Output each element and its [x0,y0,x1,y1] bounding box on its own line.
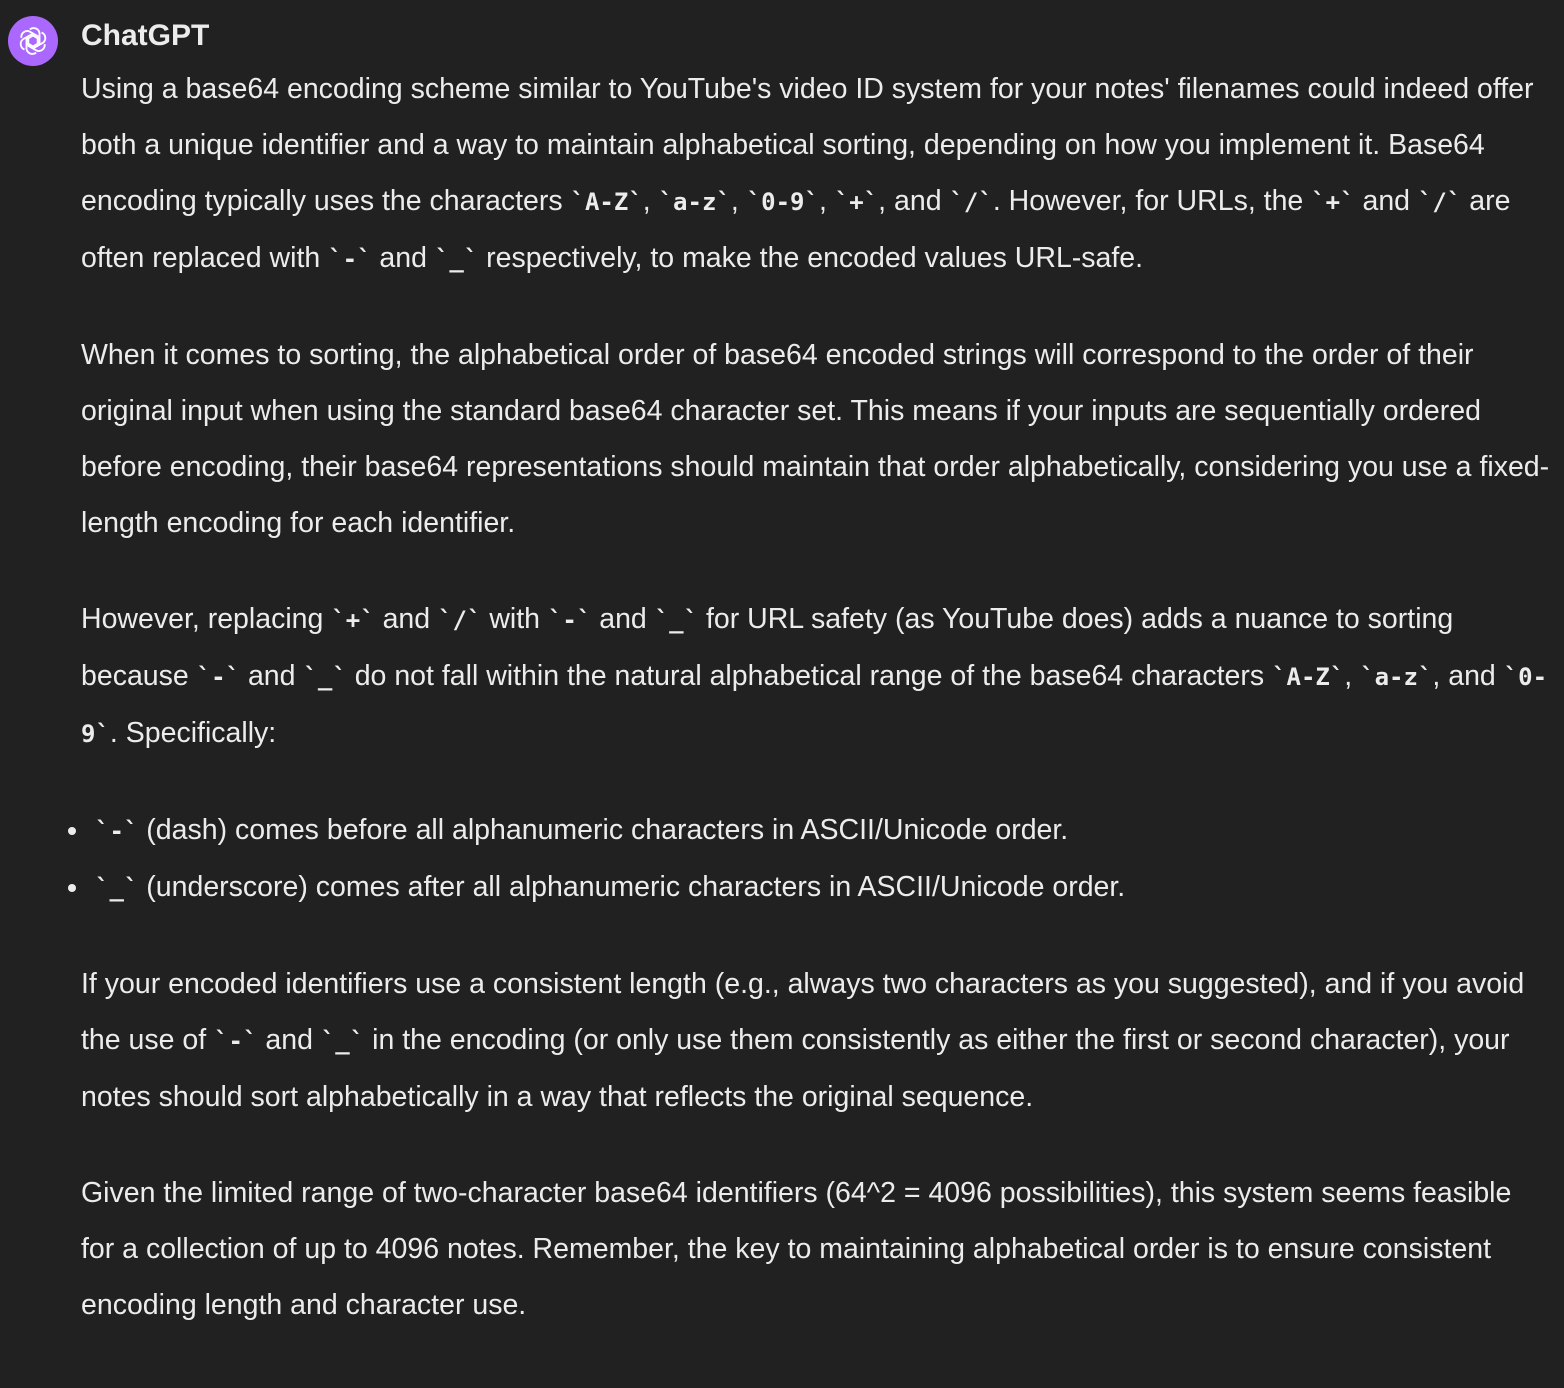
text: and [591,603,655,635]
inline-code: `-` [196,663,241,691]
avatar [8,16,58,66]
text: with [481,603,548,635]
inline-code: `_` [95,874,139,902]
author-name: ChatGPT [81,19,210,52]
inline-code: `/` [1417,188,1462,216]
list-item [81,802,1551,859]
text: , [642,185,659,217]
paragraph-5: Given the limited range of two-character base64 identifiers (64^2 = 4096 possibilities), this system seems feasible for a collection of up to 4096 notes. Remember, the key to maintaining alphabetical order is to ensure consistent encoding length and character use. [81,1177,1512,1321]
text: , [818,185,835,217]
assistant-message [81,61,1551,1373]
text: , and [1432,660,1504,692]
text: Using a base64 encoding scheme similar to YouTube's video ID system for your notes' filenames could indeed offer both a unique identifier and a way to maintain alphabetical sorting, depending on how you implement it. Base64 encoding typically uses the characters [81,73,1534,217]
inline-code: `_` [303,663,347,691]
text: If your encoded identifiers use a consistent length (e.g., always two characters as you suggested), and if you avoid the use of [81,968,1525,1056]
text: and [371,242,435,274]
inline-code: `A-Z` [1272,663,1345,691]
bullet-list [81,802,1551,916]
inline-code: `0-9` [746,188,819,216]
text: are often replaced with [81,185,1511,274]
inline-code: `a-z` [1360,663,1433,691]
inline-code: `-` [95,817,139,845]
inline-code: `_` [434,245,479,273]
inline-code: `+` [1311,188,1355,216]
text: (dash) comes before all alphanumeric characters in ASCII/Unicode order. [138,814,1069,846]
inline-code: `A-Z` [570,188,643,216]
text: for URL safety (as YouTube does) adds a nuance to sorting because [81,603,1454,692]
inline-code: `/` [438,606,482,634]
list-item [81,859,1551,916]
inline-code: `_` [654,606,699,634]
text: (underscore) comes after all alphanumeric characters in ASCII/Unicode order. [138,871,1126,903]
inline-code: `-` [547,606,592,634]
text: do not fall within the natural alphabetical range of the base64 characters [346,660,1273,692]
text: and [240,660,304,692]
inline-code: `+` [331,606,375,634]
text: , [1344,660,1361,692]
text: . Specifically: [109,717,277,749]
paragraph-1 [81,61,1551,287]
text: and [374,603,439,635]
inline-code: `/` [949,188,993,216]
text: , and [878,185,950,217]
text: , [730,185,747,217]
inline-code: `_` [320,1027,365,1055]
paragraph-2: When it comes to sorting, the alphabetical order of base64 encoded strings will correspond to the order of their original input when using the standard base64 character set. This means if your inputs are sequentially ordered before encoding, their base64 representations should maintain that order alphabetically, considering you use a fixed-length encoding for each identifier. [81,339,1550,539]
paragraph-3 [81,591,1551,762]
text: in the encoding (or only use them consistently as either the first or second character), your notes should sort alphabetically in a way that reflects the original sequence. [81,1024,1510,1113]
text: and [1354,185,1418,217]
inline-code: `a-z` [658,188,731,216]
text: and [257,1024,321,1056]
inline-code: `-` [214,1027,258,1055]
text: . However, for URLs, the [992,185,1312,217]
paragraph-4 [81,956,1551,1125]
inline-code: `0-9` [81,663,1548,748]
text: However, replacing [81,603,332,635]
openai-logo-icon [16,24,50,58]
inline-code: `-` [328,245,372,273]
inline-code: `+` [834,188,879,216]
text: respectively, to make the encoded values URL-safe. [478,242,1144,274]
